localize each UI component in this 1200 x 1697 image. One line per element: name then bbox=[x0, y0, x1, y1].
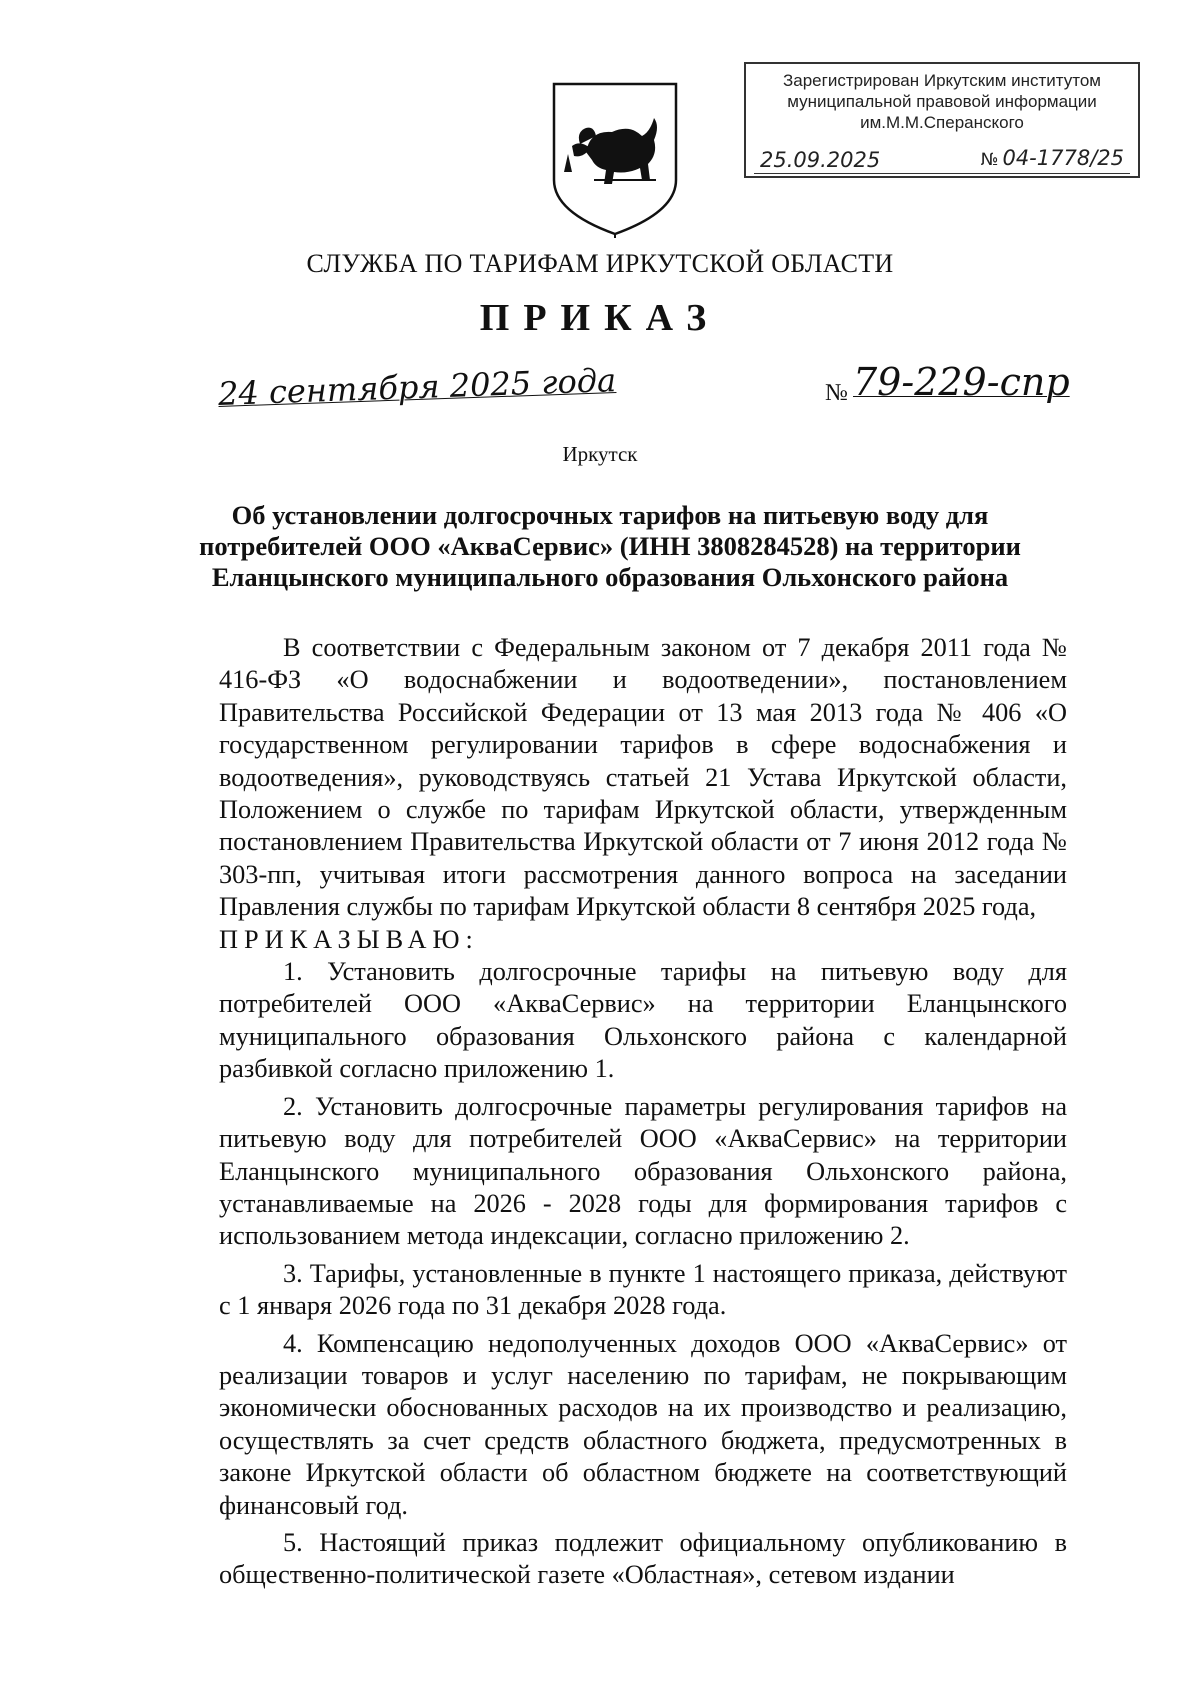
document-title: Об установлении долгосрочных тарифов на питьевую воду для потребителей ООО «АкваСервис» (ИНН 3808284528) на территории Еланцынского муниципального образования Ольхонского района bbox=[199, 500, 1021, 592]
order-item-5: 5. Настоящий приказ подлежит официальному опубликованию в общественно-политической газете «Областная», сетевом издании bbox=[219, 1527, 1067, 1590]
order-number-label: № bbox=[825, 380, 848, 406]
document-body bbox=[219, 632, 1067, 1592]
stamp-registration-number: 04-1778/25 bbox=[1002, 146, 1124, 170]
stamp-line-3: им.М.М.Сперанского bbox=[860, 113, 1024, 132]
order-date: 24 сентября 2025 года bbox=[217, 361, 617, 413]
order-item-3: 3. Тарифы, установленные в пункте 1 настоящего приказа, действуют с 1 января 2026 года по 31 декабря 2028 года. bbox=[219, 1258, 1067, 1321]
order-number: 79-229-спр bbox=[853, 360, 1070, 404]
order-item-1: 1. Установить долгосрочные тарифы на питьевую воду для потребителей ООО «АкваСервис» на территории Еланцынского муниципального образования Ольхонского района с календарной разбивкой согласно приложению 1. bbox=[219, 957, 1067, 1084]
stamp-number-group bbox=[981, 148, 1124, 171]
preamble-paragraph: В соответствии с Федеральным законом от 7 декабря 2011 года № 416-ФЗ «О водоснабжении и водоотведении», постановлением Правительства Российской Федерации от 13 мая 2013 года № 406 «О государственном регулировании тарифов в сфере водоснабжения и водоотведения», руководствуясь статьей 21 Устава Иркутской области, Положением о службе по тарифам Иркутской области, утвержденным постановлением Правительства Иркутской области от 7 июня 2012 года № 303-пп, учитывая итоги рассмотрения данного вопроса на заседании Правления службы по тарифам Иркутской области 8 сентября 2025 года, bbox=[219, 633, 1067, 922]
decree-word: ПРИКАЗЫВАЮ: bbox=[219, 924, 479, 954]
city: Иркутск bbox=[562, 442, 638, 466]
stamp-line-1: Зарегистрирован Иркутским институтом bbox=[782, 71, 1101, 90]
document-type: ПРИКАЗ bbox=[479, 297, 721, 339]
stamp-handwritten-row bbox=[754, 148, 1130, 174]
agency-name: СЛУЖБА ПО ТАРИФАМ ИРКУТСКОЙ ОБЛАСТИ bbox=[306, 249, 894, 278]
stamp-registration-date: 25.09.2025 bbox=[760, 148, 881, 172]
registration-stamp bbox=[744, 62, 1140, 178]
stamp-line-2: муниципальной правовой информации bbox=[787, 92, 1097, 111]
coat-of-arms-icon bbox=[550, 80, 680, 238]
order-item-2: 2. Установить долгосрочные параметры регулирования тарифов на питьевую воду для потребителей ООО «АкваСервис» на территории Еланцынского муниципального образования Ольхонского района, устанавливаемые на 2026 - 2028 годы для формирования тарифов с использованием метода индексации, согласно приложению 2. bbox=[219, 1091, 1067, 1251]
stamp-number-label: № bbox=[980, 150, 999, 170]
order-item-4: 4. Компенсацию недополученных доходов ООО «АкваСервис» от реализации товаров и услуг населению по тарифам, не покрывающим экономически обоснованных расходов на их производство и реализацию, осуществлять за счет средств областного бюджета, предусмотренных в законе Иркутской области об областном бюджете на соответствующий финансовый год. bbox=[219, 1328, 1067, 1520]
